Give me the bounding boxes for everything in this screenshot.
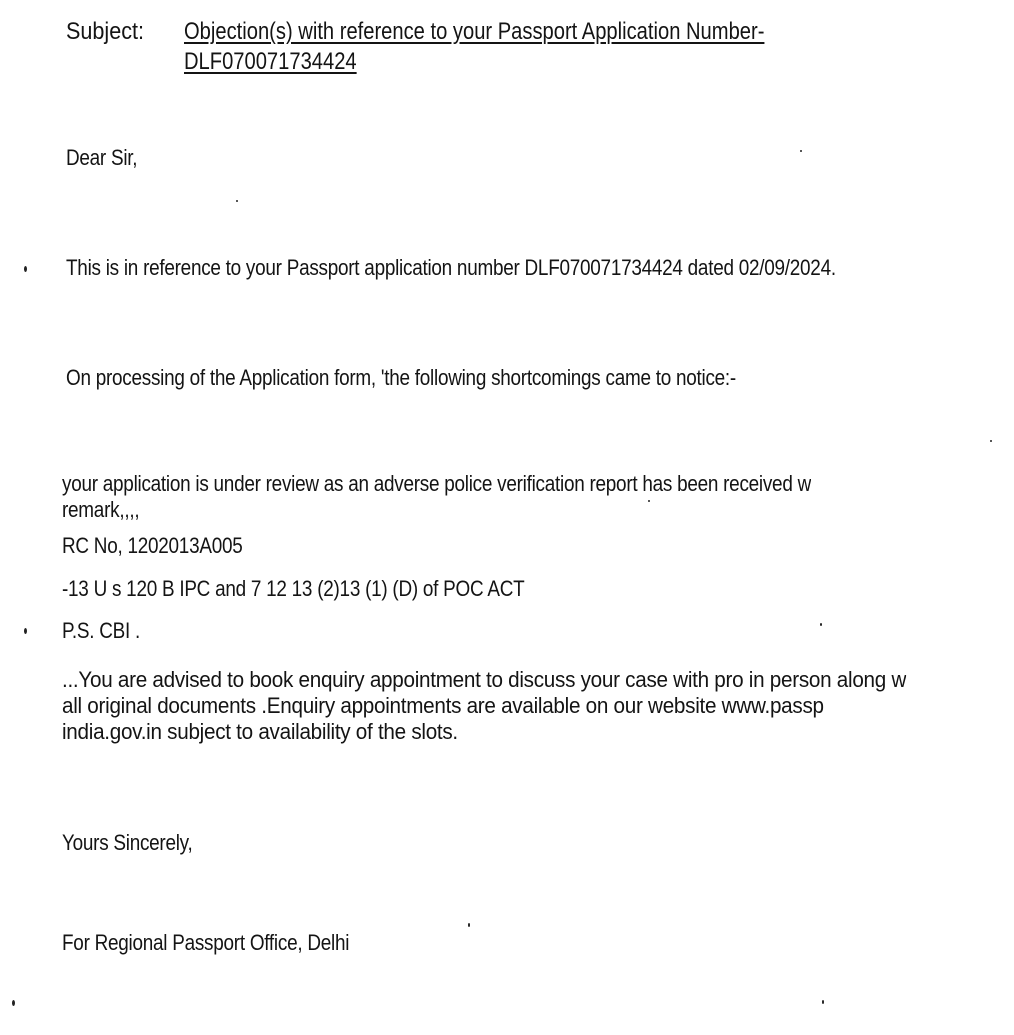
scan-speck: [990, 440, 992, 442]
scan-speck: [822, 1000, 824, 1004]
rc-number: RC No, 1202013A005: [62, 533, 243, 558]
advice-line-2: all original documents .Enquiry appointments are available on our website www.passp: [62, 693, 824, 718]
ps-line: P.S. CBI .: [62, 618, 141, 643]
review-line-2: remark,,,,: [62, 497, 140, 522]
review-line-1: your application is under review as an adverse police verification report has been received w: [62, 471, 811, 496]
closing: Yours Sincerely,: [62, 830, 193, 855]
sections-line: -13 U s 120 B IPC and 7 12 13 (2)13 (1) (D) of POC ACT: [62, 576, 525, 601]
scan-speck: [648, 500, 650, 502]
subject-line-1: Objection(s) with reference to your Passport Application Number-: [184, 18, 765, 45]
advice-line-1: ...You are advised to book enquiry appointment to discuss your case with pro in person along w: [62, 667, 907, 692]
signature-line: For Regional Passport Office, Delhi: [62, 930, 350, 955]
scan-speck: [24, 266, 27, 272]
scan-speck: [12, 1000, 15, 1006]
scan-speck: [800, 150, 802, 152]
scan-speck: [24, 628, 27, 634]
reference-paragraph: This is in reference to your Passport application number DLF070071734424 dated 02/09/2024.: [66, 255, 836, 280]
subject-line-2: DLF070071734424: [184, 48, 357, 75]
scan-speck: [468, 923, 470, 927]
advice-line-3: india.gov.in subject to availability of the slots.: [62, 719, 458, 744]
salutation: Dear Sir,: [66, 145, 138, 170]
scan-speck: [820, 623, 822, 626]
subject-label: Subject:: [66, 18, 145, 45]
intro-paragraph: On processing of the Application form, 'the following shortcomings came to notice:-: [66, 365, 736, 390]
scan-speck: [236, 200, 238, 202]
